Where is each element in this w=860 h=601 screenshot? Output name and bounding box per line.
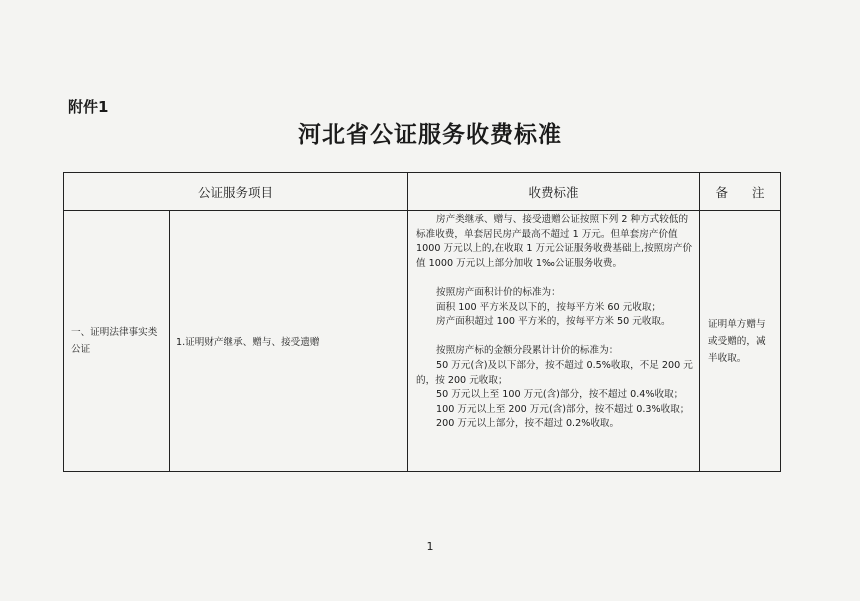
standard-paragraph: 房产类继承、赠与、接受遗赠公证按照下列 2 种方式较低的标准收费，单套居民房产最高不超过 1 万元。但单套房产价值1000 万元以上的,在收取 1 万元公证服务收费基础上,按照房产价值 1000 万元以上部分加收 1‰公证服务收费。	[416, 214, 693, 269]
area-rule: 面积 100 平方米及以下的，按每平方米 60 元收取；	[436, 301, 662, 313]
value-rule: 50 万元(含)及以下部分，按不超过 0.5%收取，不足 200 元的，按 200 元收取；	[416, 359, 693, 386]
table-row	[64, 211, 781, 472]
header-fee-standard: 收费标准	[408, 173, 700, 211]
header-service-item: 公证服务项目	[64, 173, 408, 211]
document-title: 河北省公证服务收费标准	[298, 121, 562, 148]
area-rule: 房产面积超过 100 平方米的，按每平方米 50 元收取。	[436, 316, 671, 328]
page-number: 1	[426, 540, 434, 553]
fee-standard-cell	[408, 211, 700, 472]
value-pricing-title: 按照房产标的金额分段累计计价的标准为：	[436, 345, 619, 357]
attachment-label: 附件1	[68, 98, 109, 116]
remarks-cell: 证明单方赠与或受赠的，减半收取。	[700, 211, 781, 472]
value-rule: 200 万元以上部分，按不超过 0.2%收取。	[436, 418, 620, 430]
service-item-cell: 1.证明财产继承、赠与、接受遗赠	[170, 211, 408, 472]
fee-standard-table	[63, 172, 781, 472]
table-header-row	[64, 173, 781, 211]
value-rule: 50 万元以上至 100 万元(含)部分，按不超过 0.4%收取；	[436, 389, 684, 401]
header-remarks: 备 注	[700, 173, 781, 211]
area-pricing-title: 按照房产面积计价的标准为：	[436, 286, 561, 298]
value-rule: 100 万元以上至 200 万元(含)部分，按不超过 0.3%收取；	[436, 403, 690, 415]
category-cell: 一、证明法律事实类公证	[64, 211, 170, 472]
